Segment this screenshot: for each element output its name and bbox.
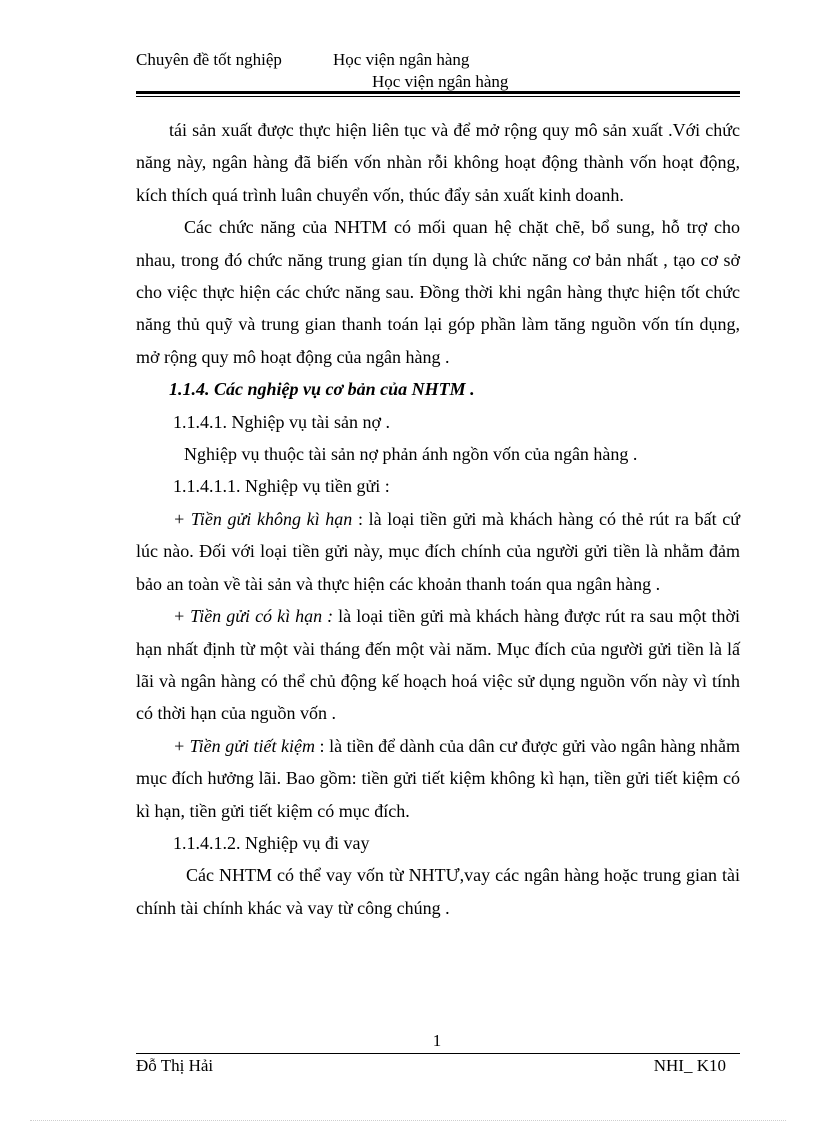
header-thesis-title: Chuyên đề tốt nghiệp bbox=[136, 50, 282, 69]
body-text bbox=[136, 114, 740, 924]
footer-author: Đỗ Thị Hải bbox=[136, 1056, 214, 1075]
list-item-3-text: : là tiền để dành của dân cư được gửi vào ngân hàng nhằm mục đích hưởng lãi. Bao gồm: tiền gửi tiết kiệm không kì hạn, tiền gửi tiết kiệm có kì hạn, tiền gửi tiết kiệm có mục đích. bbox=[136, 735, 740, 821]
list-item-1 bbox=[136, 503, 740, 600]
footer-rule bbox=[136, 1053, 740, 1054]
list-item-2-term: + Tiền gửi có kì hạn : bbox=[173, 606, 334, 627]
subsection-heading-2: 1.1.4.1.1. Nghiệp vụ tiền gửi : bbox=[173, 476, 390, 497]
header-institution-repeat: Học viện ngân hàng bbox=[372, 72, 509, 91]
subsection-heading-3: 1.1.4.1.2. Nghiệp vụ đi vay bbox=[173, 832, 370, 853]
list-item-3 bbox=[136, 730, 740, 827]
page-bottom-edge bbox=[30, 1120, 786, 1121]
page-number: 1 bbox=[432, 1031, 442, 1050]
paragraph-1: tái sản xuất được thực hiện liên tục và để mở rộng quy mô sản xuất .Với chức năng này, ngân hàng đã biến vốn nhàn rỗi không hoạt động thành vốn hoạt động, kích thích quá trình luân chuyển vốn, thúc đẩy sản xuất kinh doanh. bbox=[136, 120, 740, 205]
list-item-2-text: là loại tiền gửi mà khách hàng được rút ra sau một thời hạn nhất định từ một vài tháng đến một vài năm. Mục đích của người gửi tiền là lấ lãi và ngân hàng có thể chủ động kế hoạch hoá việc sử dụng nguồn vốn này vì tính có thời hạn của nguồn vốn . bbox=[136, 606, 740, 724]
paragraph-2: Các chức năng của NHTM có mối quan hệ chặt chẽ, bổ sung, hỗ trợ cho nhau, trong đó chức năng trung gian tín dụng là chức năng cơ bản nhất , tạo cơ sở cho việc thực hiện các chức năng sau. Đồng thời khi ngân hàng thực hiện tốt chức năng thủ quỹ và trung gian thanh toán lại góp phần làm tăng nguồn vốn tín dụng, mở rộng quy mô hoạt động của ngân hàng . bbox=[136, 217, 740, 367]
list-item-1-term: + Tiền gửi không kì hạn bbox=[173, 508, 353, 529]
section-heading: 1.1.4. Các nghiệp vụ cơ bản của NHTM . bbox=[169, 379, 475, 400]
list-item-3-term: + Tiền gửi tiết kiệm bbox=[173, 735, 316, 756]
paragraph-4: Các NHTM có thể vay vốn từ NHTƯ,vay các ngân hàng hoặc trung gian tài chính tài chính khác và vay từ công chúng . bbox=[136, 865, 740, 918]
list-item-1-text: : là loại tiền gửi mà khách hàng có thẻ rút ra bất cứ lúc nào. Đối với loại tiền gửi này, mục đích chính của người gửi tiền là nhằm đảm bảo an toàn về tài sản và thực hiện các khoản thanh toán qua ngân hàng . bbox=[136, 508, 741, 594]
footer-class: NHI_ K10 bbox=[653, 1056, 726, 1075]
header-institution: Học viện ngân hàng bbox=[333, 50, 470, 69]
subsection-heading-1: 1.1.4.1. Nghiệp vụ tài sản nợ . bbox=[173, 411, 390, 432]
header-rule-thin bbox=[136, 96, 740, 97]
paragraph-3: Nghiệp vụ thuộc tài sản nợ phản ánh ngồn vốn của ngân hàng . bbox=[184, 444, 638, 465]
header-rule-thick bbox=[136, 91, 740, 94]
list-item-2 bbox=[136, 600, 740, 730]
